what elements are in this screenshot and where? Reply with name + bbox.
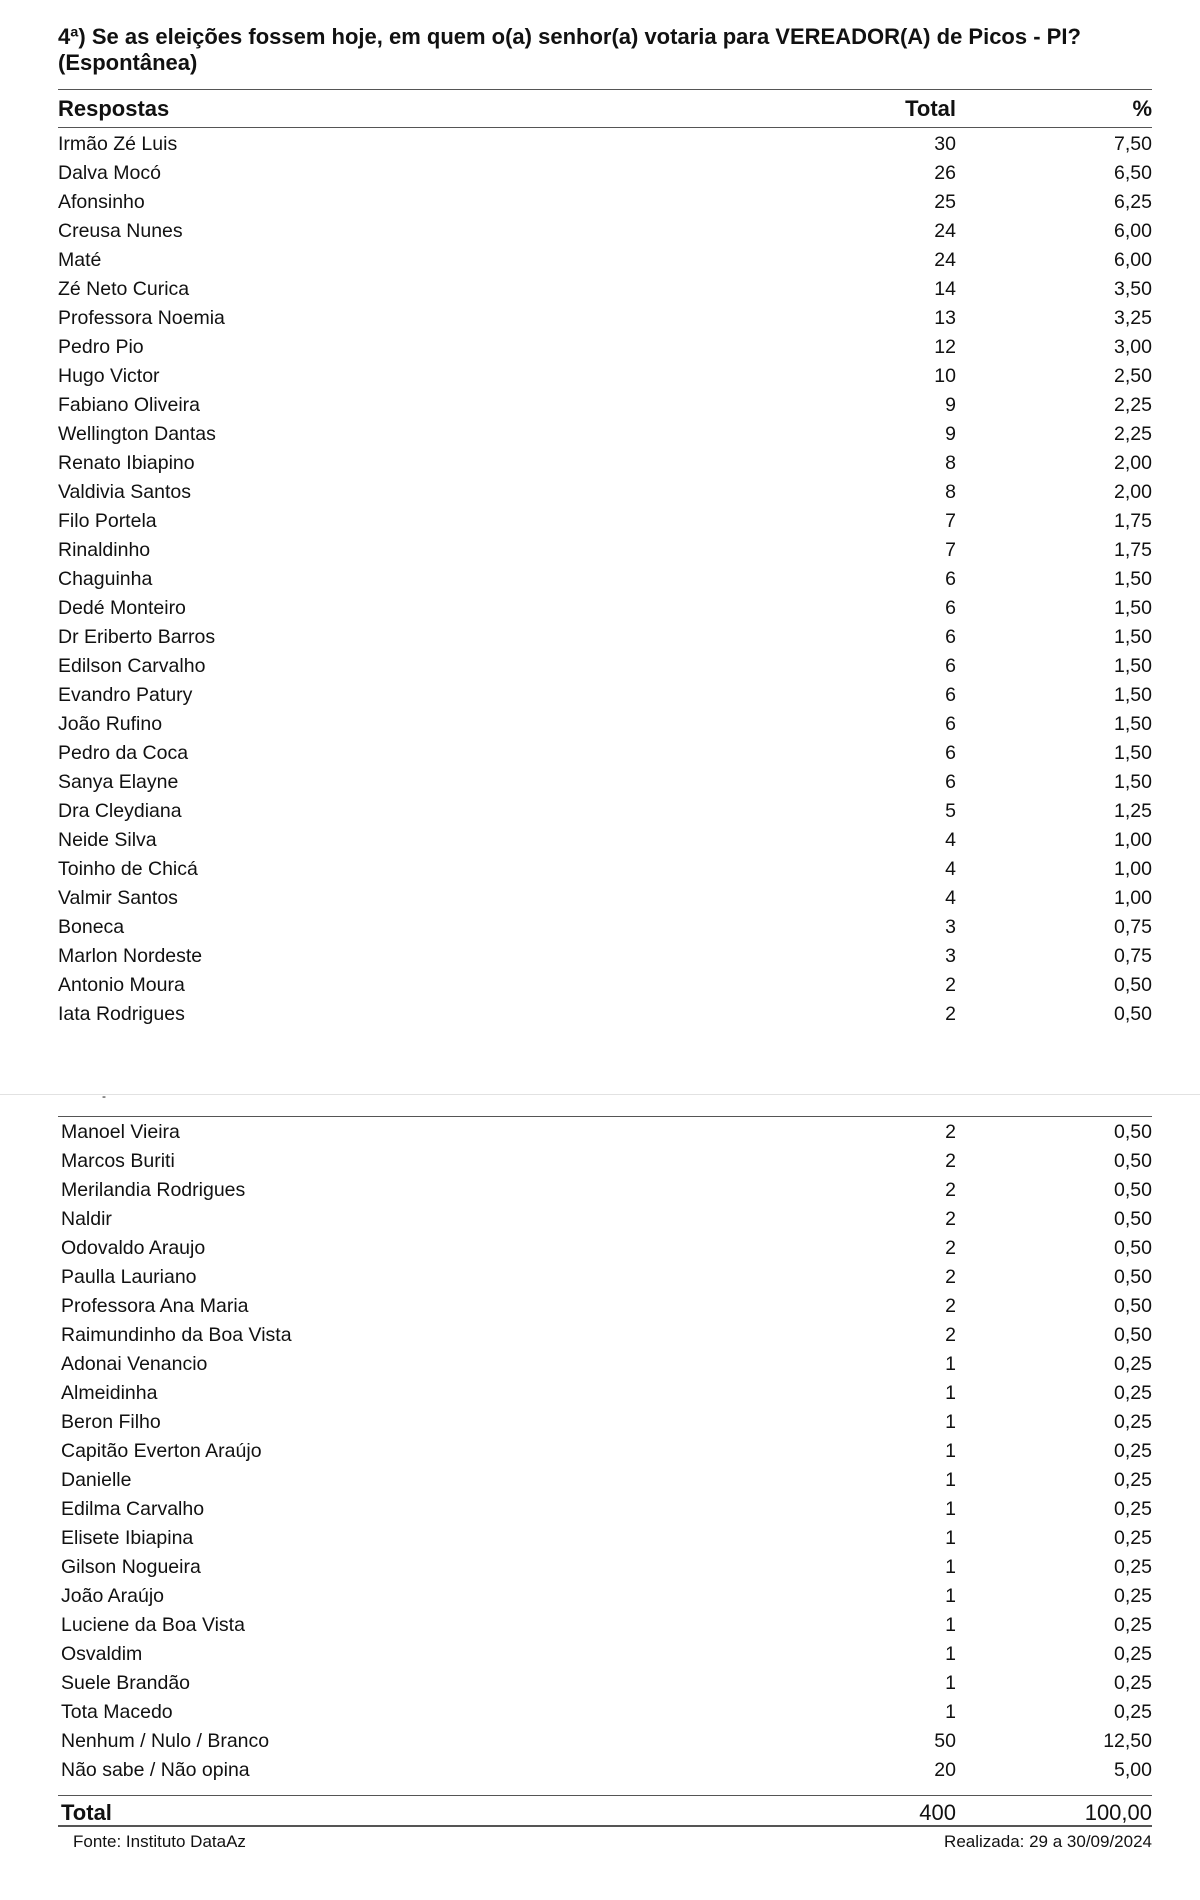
table-row (0, 130, 1200, 159)
vote-count: 13 (934, 307, 956, 329)
vote-percent: 0,50 (1114, 974, 1152, 996)
respondent-name: Raimundinho da Boa Vista (61, 1324, 292, 1346)
vote-percent: 3,25 (1114, 307, 1152, 329)
respondent-name: Chaguinha (58, 568, 153, 590)
vote-count: 1 (945, 1585, 956, 1607)
vote-count: 6 (945, 655, 956, 677)
vote-percent: 0,75 (1114, 916, 1152, 938)
respondent-name: Filo Portela (58, 510, 157, 532)
respondent-name: Renato Ibiapino (58, 452, 195, 474)
vote-percent: 1,50 (1114, 771, 1152, 793)
vote-count: 7 (945, 539, 956, 561)
respondent-name: Elisete Ibiapina (61, 1527, 194, 1549)
results-list-part-1 (0, 130, 1200, 1029)
table-row (0, 942, 1200, 971)
survey-date: Realizada: 29 a 30/09/2024 (944, 1832, 1152, 1851)
table-row (0, 188, 1200, 217)
table-row (0, 159, 1200, 188)
table-row (0, 391, 1200, 420)
table-row (0, 1582, 1200, 1611)
vote-count: 2 (945, 1003, 956, 1025)
respondent-name: Professora Noemia (58, 307, 225, 329)
table-row (0, 681, 1200, 710)
vote-count: 3 (945, 945, 956, 967)
table-row (0, 594, 1200, 623)
vote-percent: 2,25 (1114, 394, 1152, 416)
respondent-name: Beron Filho (61, 1411, 161, 1433)
table-row (0, 1524, 1200, 1553)
vote-percent: 0,25 (1114, 1527, 1152, 1549)
vote-percent: 0,50 (1114, 1324, 1152, 1346)
table-row (0, 913, 1200, 942)
table-row (0, 565, 1200, 594)
results-list-part-2 (0, 1118, 1200, 1785)
table-row (0, 275, 1200, 304)
respondent-name: Dra Cleydiana (58, 800, 182, 822)
vote-count: 8 (945, 452, 956, 474)
table-row (0, 1176, 1200, 1205)
table-page-part-2 (0, 1089, 1200, 1900)
vote-count: 2 (945, 1237, 956, 1259)
vote-count: 4 (945, 858, 956, 880)
vote-count: 2 (945, 1179, 956, 1201)
vote-percent: 0,25 (1114, 1672, 1152, 1694)
vote-count: 9 (945, 423, 956, 445)
respondent-name: Toinho de Chicá (58, 858, 198, 880)
vote-percent: 1,50 (1114, 713, 1152, 735)
vote-percent: 0,25 (1114, 1556, 1152, 1578)
respondent-name: Danielle (61, 1469, 132, 1491)
vote-count: 1 (945, 1701, 956, 1723)
table-row (0, 1553, 1200, 1582)
vote-percent: 0,25 (1114, 1701, 1152, 1723)
vote-count: 8 (945, 481, 956, 503)
vote-count: 1 (945, 1440, 956, 1462)
vote-count: 1 (945, 1556, 956, 1578)
source-note: Fonte: Instituto DataAz (73, 1832, 246, 1851)
vote-count: 50 (934, 1730, 956, 1752)
table-row (0, 1466, 1200, 1495)
vote-percent: 0,50 (1114, 1179, 1152, 1201)
respondent-name: Tota Macedo (61, 1701, 173, 1723)
respondent-name: Irmão Zé Luis (58, 133, 178, 155)
respondent-name: Rinaldinho (58, 539, 151, 561)
table-row (0, 1727, 1200, 1756)
table-row (0, 1669, 1200, 1698)
table-row (0, 797, 1200, 826)
vote-count: 14 (934, 278, 956, 300)
stray-mark: - (102, 1089, 106, 1103)
respondent-name: Dalva Mocó (58, 162, 161, 184)
table-row (0, 420, 1200, 449)
total-count: 400 (919, 1800, 956, 1825)
header-top-rule (58, 89, 1152, 90)
table-row (0, 1495, 1200, 1524)
vote-count: 1 (945, 1469, 956, 1491)
respondent-name: Iata Rodrigues (58, 1003, 185, 1025)
table-row (0, 478, 1200, 507)
table-row (0, 246, 1200, 275)
table-row (0, 1350, 1200, 1379)
respondent-name: Dr Eriberto Barros (58, 626, 216, 648)
vote-count: 6 (945, 626, 956, 648)
table-row (0, 304, 1200, 333)
vote-percent: 0,50 (1114, 1208, 1152, 1230)
table-row (0, 1147, 1200, 1176)
total-percent: 100,00 (1084, 1800, 1152, 1825)
table-row (0, 739, 1200, 768)
respondent-name: Adonai Venancio (61, 1353, 208, 1375)
column-header-percent: % (1132, 96, 1152, 121)
vote-percent: 0,50 (1114, 1121, 1152, 1143)
vote-count: 3 (945, 916, 956, 938)
vote-percent: 0,25 (1114, 1411, 1152, 1433)
table-row (0, 768, 1200, 797)
vote-percent: 0,50 (1114, 1003, 1152, 1025)
vote-count: 20 (934, 1759, 956, 1781)
table-row (0, 1611, 1200, 1640)
respondent-name: Fabiano Oliveira (58, 394, 200, 416)
respondent-name: Antonio Moura (58, 974, 185, 996)
vote-count: 2 (945, 1266, 956, 1288)
vote-percent: 1,50 (1114, 597, 1152, 619)
table-row (0, 623, 1200, 652)
vote-count: 1 (945, 1382, 956, 1404)
vote-percent: 0,25 (1114, 1643, 1152, 1665)
table-row (0, 1698, 1200, 1727)
respondent-name: Sanya Elayne (58, 771, 179, 793)
vote-count: 1 (945, 1614, 956, 1636)
respondent-name: Valdivia Santos (58, 481, 191, 503)
vote-count: 5 (945, 800, 956, 822)
vote-count: 10 (934, 365, 956, 387)
respondent-name: Zé Neto Curica (58, 278, 190, 300)
respondent-name: Pedro Pio (58, 336, 144, 358)
table-row (0, 1756, 1200, 1785)
vote-percent: 0,25 (1114, 1469, 1152, 1491)
vote-percent: 0,25 (1114, 1614, 1152, 1636)
vote-percent: 0,50 (1114, 1237, 1152, 1259)
total-label: Total (61, 1800, 112, 1825)
vote-percent: 7,50 (1114, 133, 1152, 155)
respondent-name: Capitão Everton Araújo (61, 1440, 262, 1462)
respondent-name: Almeidinha (61, 1382, 158, 1404)
vote-count: 7 (945, 510, 956, 532)
vote-percent: 12,50 (1103, 1730, 1152, 1752)
table-row (0, 1408, 1200, 1437)
vote-count: 1 (945, 1672, 956, 1694)
vote-count: 1 (945, 1643, 956, 1665)
vote-percent: 1,75 (1114, 539, 1152, 561)
respondent-name: Gilson Nogueira (61, 1556, 201, 1578)
vote-count: 6 (945, 713, 956, 735)
respondent-name: Marcos Buriti (61, 1150, 175, 1172)
respondent-name: Dedé Monteiro (58, 597, 186, 619)
vote-percent: 0,50 (1114, 1150, 1152, 1172)
vote-count: 1 (945, 1498, 956, 1520)
table-row (0, 1118, 1200, 1147)
respondent-name: Naldir (61, 1208, 112, 1230)
table-row (0, 1205, 1200, 1234)
vote-percent: 2,25 (1114, 423, 1152, 445)
vote-percent: 0,50 (1114, 1295, 1152, 1317)
column-header-total: Total (905, 96, 956, 121)
respondent-name: Boneca (58, 916, 125, 938)
vote-percent: 3,50 (1114, 278, 1152, 300)
vote-percent: 1,00 (1114, 887, 1152, 909)
vote-count: 30 (934, 133, 956, 155)
vote-count: 4 (945, 887, 956, 909)
question-title: 4ª) Se as eleições fossem hoje, em quem o(a) senhor(a) votaria para VEREADOR(A) de Picos - PI? (Espontânea) (58, 24, 1081, 75)
vote-count: 6 (945, 771, 956, 793)
vote-percent: 1,50 (1114, 568, 1152, 590)
continuation-top-rule (58, 1116, 1152, 1117)
vote-percent: 0,25 (1114, 1498, 1152, 1520)
vote-percent: 1,50 (1114, 655, 1152, 677)
respondent-name: Paulla Lauriano (61, 1266, 197, 1288)
respondent-name: Merilandia Rodrigues (61, 1179, 246, 1201)
respondent-name: Odovaldo Araujo (61, 1237, 206, 1259)
vote-count: 2 (945, 1121, 956, 1143)
vote-count: 6 (945, 742, 956, 764)
respondent-name: Maté (58, 249, 102, 271)
respondent-name: Evandro Patury (58, 684, 193, 706)
vote-count: 2 (945, 1208, 956, 1230)
table-row (0, 333, 1200, 362)
respondent-name: João Araújo (61, 1585, 164, 1607)
table-row (0, 884, 1200, 913)
vote-percent: 0,50 (1114, 1266, 1152, 1288)
respondent-name: Nenhum / Nulo / Branco (61, 1730, 270, 1752)
table-row (0, 1379, 1200, 1408)
vote-percent: 5,00 (1114, 1759, 1152, 1781)
table-row (0, 507, 1200, 536)
vote-percent: 2,50 (1114, 365, 1152, 387)
vote-percent: 1,00 (1114, 829, 1152, 851)
respondent-name: Afonsinho (58, 191, 145, 213)
respondent-name: Edilma Carvalho (61, 1498, 205, 1520)
vote-percent: 6,50 (1114, 162, 1152, 184)
vote-count: 25 (934, 191, 956, 213)
table-row (0, 855, 1200, 884)
vote-count: 26 (934, 162, 956, 184)
totals-bottom-rule (58, 1825, 1152, 1827)
table-row (0, 971, 1200, 1000)
vote-percent: 1,50 (1114, 626, 1152, 648)
respondent-name: Manoel Vieira (61, 1121, 180, 1143)
table-row (0, 217, 1200, 246)
vote-percent: 1,75 (1114, 510, 1152, 532)
vote-count: 1 (945, 1411, 956, 1433)
table-row (0, 449, 1200, 478)
vote-percent: 0,25 (1114, 1382, 1152, 1404)
respondent-name: Pedro da Coca (58, 742, 189, 764)
vote-percent: 2,00 (1114, 481, 1152, 503)
vote-count: 24 (934, 249, 956, 271)
table-row (0, 1437, 1200, 1466)
vote-percent: 6,25 (1114, 191, 1152, 213)
vote-count: 6 (945, 684, 956, 706)
table-row (0, 362, 1200, 391)
totals-top-rule (58, 1795, 1152, 1796)
vote-count: 1 (945, 1527, 956, 1549)
vote-count: 24 (934, 220, 956, 242)
respondent-name: Marlon Nordeste (58, 945, 203, 967)
respondent-name: Suele Brandão (61, 1672, 191, 1694)
vote-percent: 1,50 (1114, 742, 1152, 764)
vote-percent: 2,00 (1114, 452, 1152, 474)
table-row (0, 1000, 1200, 1029)
table-row (0, 710, 1200, 739)
respondent-name: Professora Ana Maria (61, 1295, 249, 1317)
vote-count: 2 (945, 1295, 956, 1317)
vote-percent: 6,00 (1114, 220, 1152, 242)
respondent-name: Luciene da Boa Vista (61, 1614, 245, 1636)
respondent-name: Creusa Nunes (58, 220, 183, 242)
table-row (0, 1292, 1200, 1321)
vote-percent: 1,50 (1114, 684, 1152, 706)
vote-percent: 6,00 (1114, 249, 1152, 271)
vote-percent: 0,25 (1114, 1585, 1152, 1607)
vote-count: 4 (945, 829, 956, 851)
respondent-name: Não sabe / Não opina (61, 1759, 250, 1781)
table-row (0, 1234, 1200, 1263)
vote-percent: 0,25 (1114, 1353, 1152, 1375)
vote-count: 6 (945, 597, 956, 619)
header-bottom-rule (58, 127, 1152, 128)
table-row (0, 536, 1200, 565)
vote-percent: 0,25 (1114, 1440, 1152, 1462)
table-row (0, 826, 1200, 855)
vote-count: 6 (945, 568, 956, 590)
respondent-name: Osvaldim (61, 1643, 143, 1665)
vote-count: 2 (945, 1150, 956, 1172)
respondent-name: Wellington Dantas (58, 423, 216, 445)
vote-percent: 1,00 (1114, 858, 1152, 880)
vote-percent: 1,25 (1114, 800, 1152, 822)
table-row (0, 1640, 1200, 1669)
vote-count: 12 (934, 336, 956, 358)
respondent-name: Valmir Santos (58, 887, 178, 909)
table-row (0, 1321, 1200, 1350)
vote-percent: 3,00 (1114, 336, 1152, 358)
vote-count: 2 (945, 974, 956, 996)
vote-count: 9 (945, 394, 956, 416)
table-row (0, 652, 1200, 681)
column-header-answers: Respostas (58, 96, 170, 121)
respondent-name: Neide Silva (58, 829, 157, 851)
vote-count: 1 (945, 1353, 956, 1375)
respondent-name: Edilson Carvalho (58, 655, 206, 677)
table-row (0, 1263, 1200, 1292)
vote-count: 2 (945, 1324, 956, 1346)
respondent-name: João Rufino (58, 713, 163, 735)
respondent-name: Hugo Victor (58, 365, 160, 387)
vote-percent: 0,75 (1114, 945, 1152, 967)
